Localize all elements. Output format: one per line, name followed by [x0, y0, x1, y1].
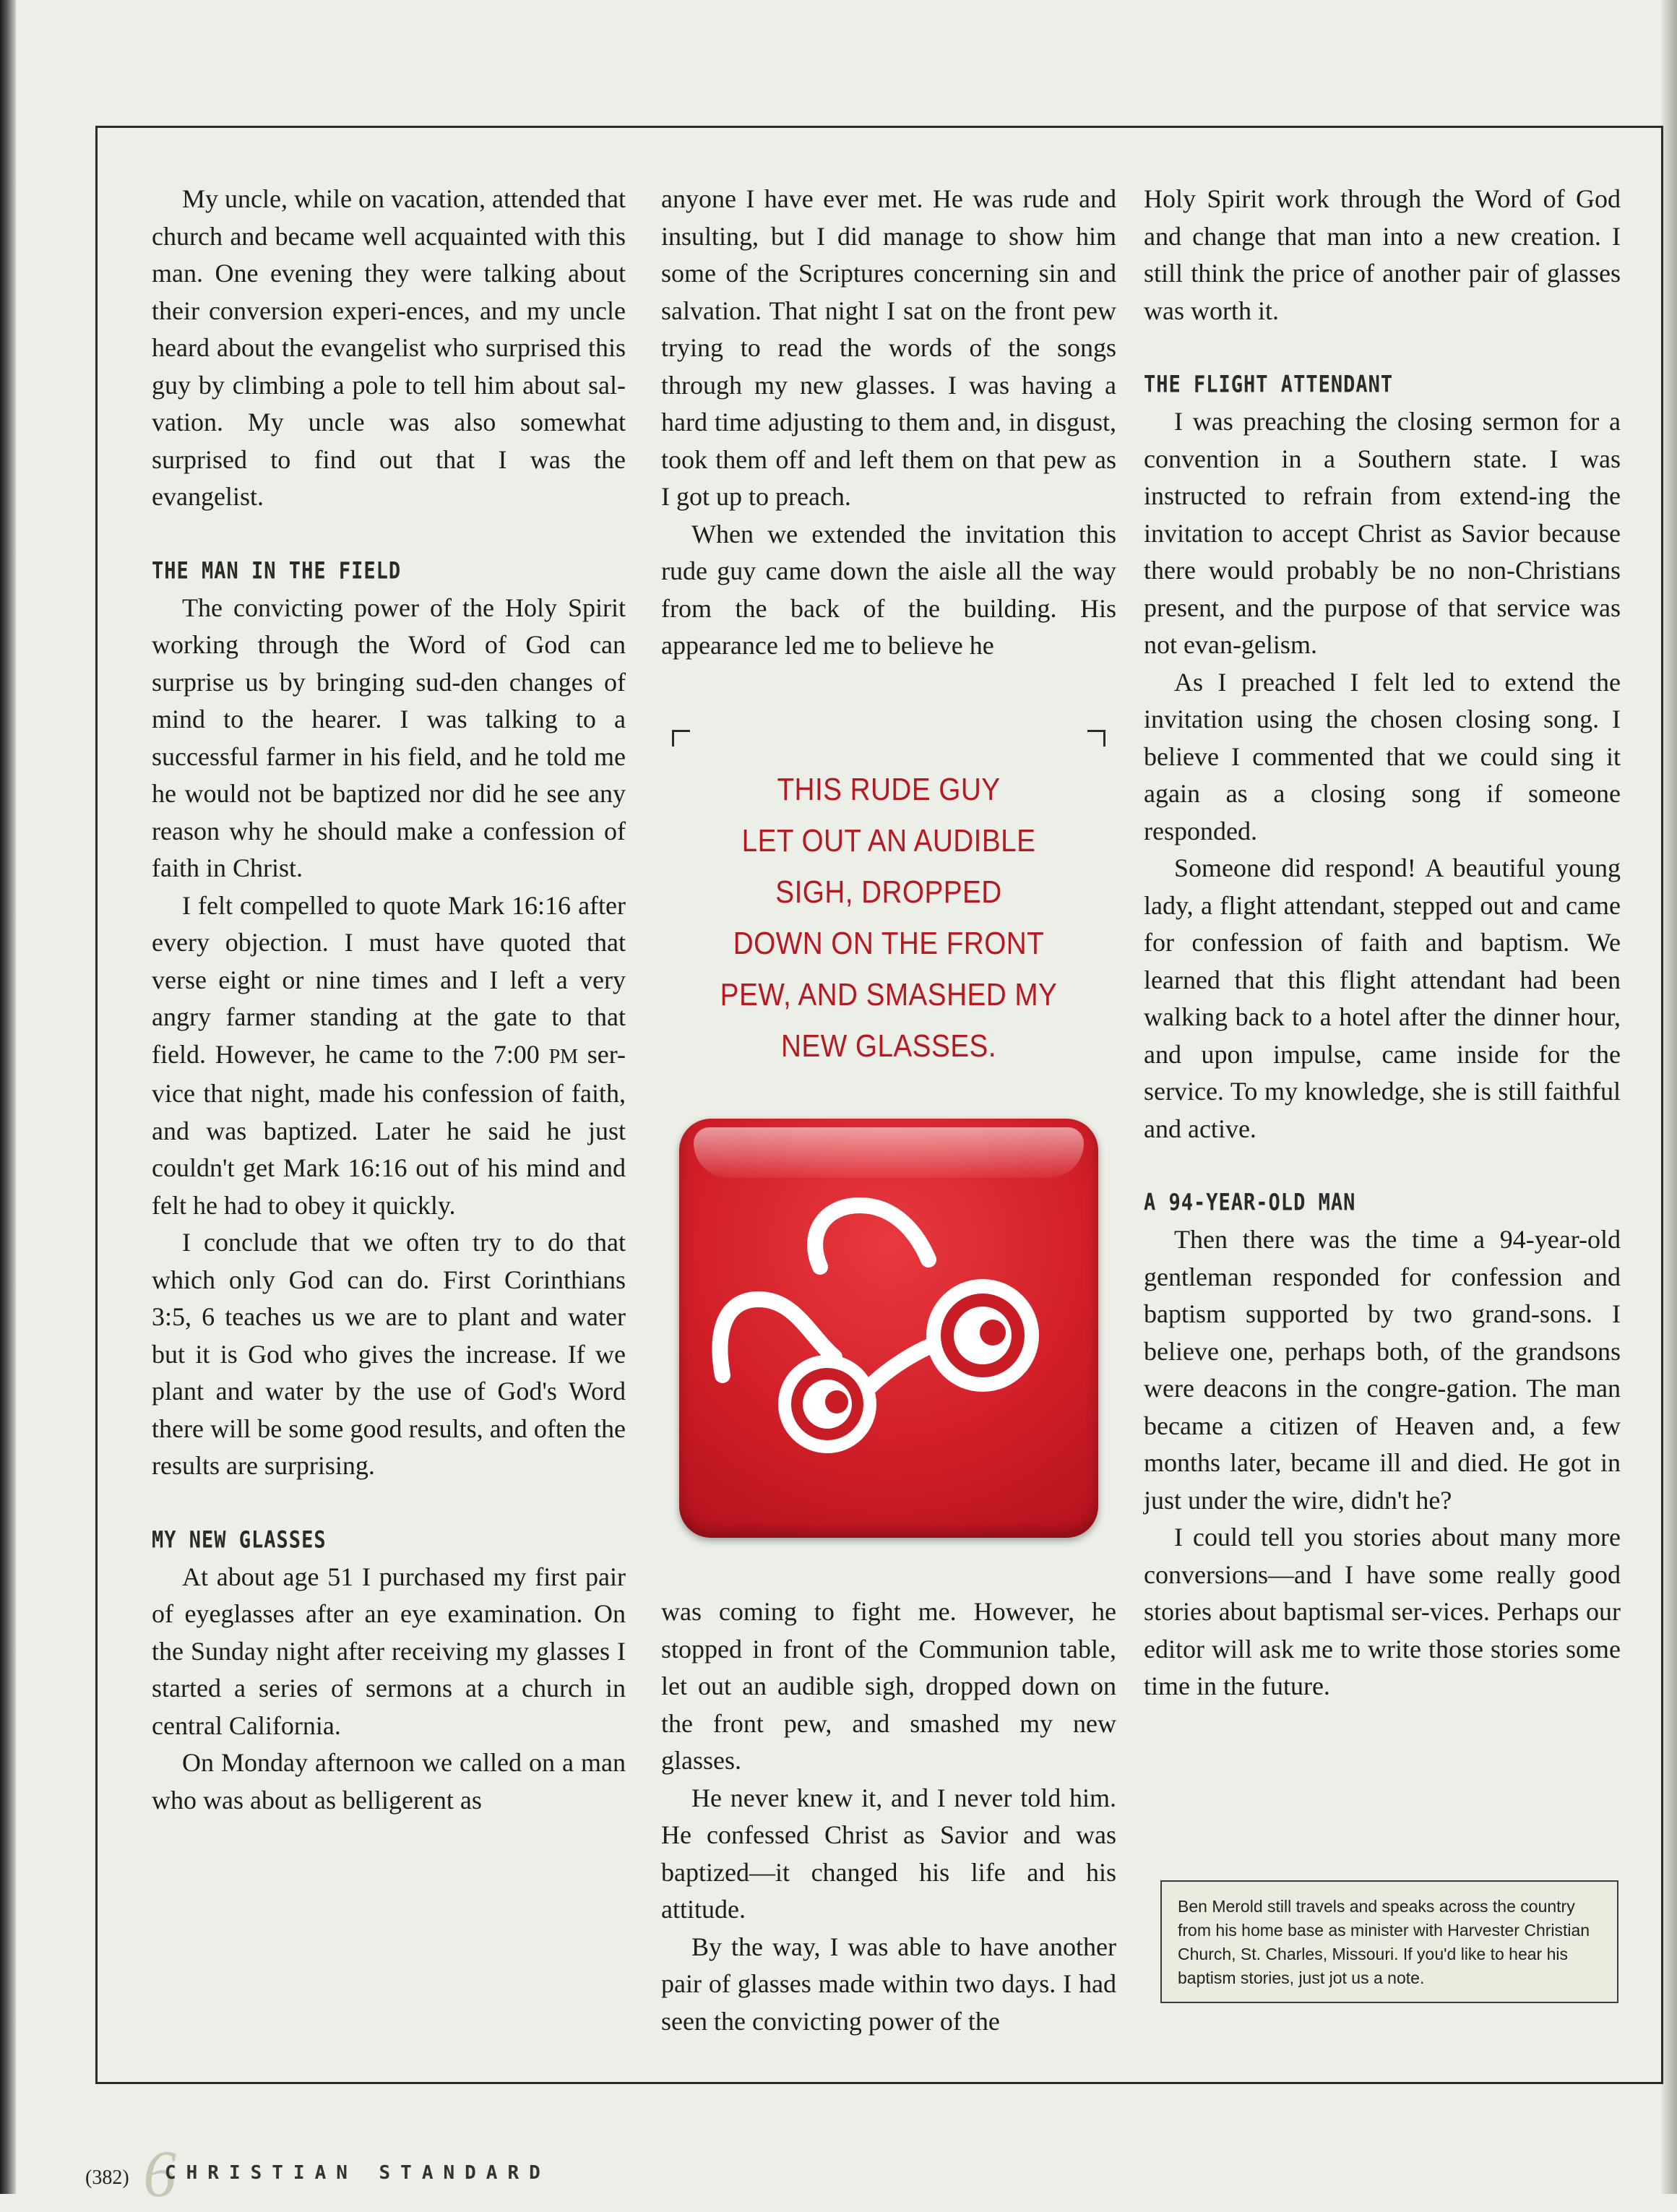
paragraph: was coming to fight me. However, he stopped in front of the Communion table, let out an audible sigh, dropped down on the front pew, and smashed my new glasses. — [661, 1597, 1116, 1775]
pull-quote — [672, 730, 1105, 1120]
publication-name: CHRISTIAN STANDARD — [165, 2162, 551, 2184]
section-heading-new-glasses: MY NEW GLASSES — [152, 1526, 327, 1554]
paragraph: I could tell you stories about many more conversions—and I have some really good stories about baptismal ser-vices. Perhaps our editor will ask me to write those stories some time in the future. — [1144, 1523, 1621, 1700]
pull-quote-line: LET OUT AN AUDIBLE — [741, 823, 1036, 858]
paragraph: I was preaching the closing sermon for a convention in a Southern state. I was instructed to refrain from extend-ing the invitation to accept Christ as Savior because there would probably be no non-Christians present, and the purpose of that service was not evan-gelism. — [1144, 407, 1621, 659]
column-2-bottom — [661, 1593, 1116, 2040]
binding-spine — [0, 0, 16, 2194]
paragraph: At about age 51 I purchased my first pair of eyeglasses after an eye examination. On the Sunday night after receiving my glasses I started a series of sermons at a church in central California. — [152, 1562, 626, 1740]
paragraph-text: I felt compelled to quote Mark 16:16 after every objection. I must have quoted that verse eight or nine times and I left a very angry farmer standing at the gate to that field. However, he came to the 7:00 — [152, 890, 626, 1069]
page-number: (382) — [85, 2166, 129, 2189]
column-3 — [1144, 181, 1621, 1705]
section-heading-man-in-field: THE MAN IN THE FIELD — [152, 557, 402, 585]
magazine-logo-mark: 6 — [143, 2137, 176, 2211]
paragraph: My uncle, while on vacation, attended that church and became well acquainted with this man. One evening they were talking about their conversion experi-ences, and my uncle heard about the evangelist who surprised this guy by climbing a pole to tell him about sal-vation. My uncle was also somewhat surprised to find out that I was the evangelist. — [152, 184, 626, 511]
paragraph: By the way, I was able to have another pair of glasses made within two days. I had seen the convicting power of the — [661, 1932, 1116, 2036]
paragraph: Someone did respond! A beautiful young lady, a flight attendant, stepped out and came for confession of faith and baptism. We learned that this flight attendant had been walking back to a hotel after the dinner hour, and upon impulse, came inside for the service. To my knowledge, she is still faithful and active. — [1144, 853, 1621, 1143]
pull-quote-line: DOWN ON THE FRONT — [733, 926, 1045, 961]
eyeglasses-drawing — [679, 1119, 1098, 1538]
bracket-corner — [672, 730, 690, 746]
paragraph: Then there was the time a 94-year-old gentleman responded for confession and baptism supported by two grand-sons. I believe one, perhaps both, of the grandsons were deacons in the congre-gation. The man became a citizen of Heaven and, a few months later, became ill and died. He got in just under the wire, didn't he? — [1144, 1225, 1621, 1515]
author-bio-box — [1160, 1880, 1618, 2003]
section-heading-flight-attendant: THE FLIGHT ATTENDANT — [1144, 371, 1394, 398]
pull-quote-line: PEW, AND SMASHED MY — [720, 977, 1058, 1012]
paragraph: When we extended the invitation this rude guy came down the aisle all the way from the back of the building. His appearance led me to believe he — [661, 519, 1116, 660]
pull-quote-line: THIS RUDE GUY — [777, 772, 1001, 807]
eyeglasses-icon — [679, 1119, 1098, 1538]
paragraph-text: ser-vice that night, made his confession of faith, and was baptized. Later he said he just couldn't get Mark 16:16 out of his mind and felt he had to obey it quickly. — [152, 1039, 626, 1220]
time-suffix: PM — [548, 1045, 579, 1068]
paragraph: He never knew it, and I never told him. He confessed Christ as Savior and was baptized—it changed his life and his attitude. — [661, 1783, 1116, 1924]
author-bio-text: Ben Merold still travels and speaks across the country from his home base as minister with Harvester Christian Church, St. Charles, Missouri. If you'd like to hear his baptism stories, just jot us a note. — [1178, 1897, 1590, 1987]
bracket-corner — [1087, 730, 1105, 746]
page-edge — [1661, 0, 1677, 2194]
section-heading-94-year-old-man: A 94-YEAR-OLD MAN — [1144, 1189, 1356, 1216]
paragraph — [152, 887, 626, 1225]
paragraph: Holy Spirit work through the Word of God and change that man into a new creation. I still think the price of another pair of glasses was worth it. — [1144, 184, 1621, 325]
paragraph: On Monday afternoon we called on a man who was about as belligerent as — [152, 1748, 626, 1815]
paragraph: anyone I have ever met. He was rude and insulting, but I did manage to show him some of the Scriptures concerning sin and salvation. That night I sat on the front pew trying to read the words of the songs through my new glasses. I was having a hard time adjusting to them and, in disgust, took them off and left them on that pew as I got up to preach. — [661, 184, 1116, 511]
paragraph: I conclude that we often try to do that which only God can do. First Corinthians 3:5, 6 teaches us we are to plant and water but it is God who gives the increase. If we plant and water by the use of God's Word there will be some good results, and often the results are surprising. — [152, 1228, 626, 1480]
column-2-top — [661, 181, 1116, 665]
pull-quote-line: SIGH, DROPPED — [775, 874, 1002, 910]
paragraph: The convicting power of the Holy Spirit working through the Word of God can surprise us by bringing sud-den changes of mind to the hearer. I was talking to a successful farmer in his field, and he told me he would not be baptized nor did he see any reason why he should make a confession of faith in Christ. — [152, 593, 626, 882]
column-1 — [152, 181, 626, 1819]
pull-quote-line: NEW GLASSES. — [781, 1028, 996, 1064]
paragraph: As I preached I felt led to extend the invitation using the chosen closing song. I believe I commented that we could sing it again as a closing song if someone responded. — [1144, 667, 1621, 845]
